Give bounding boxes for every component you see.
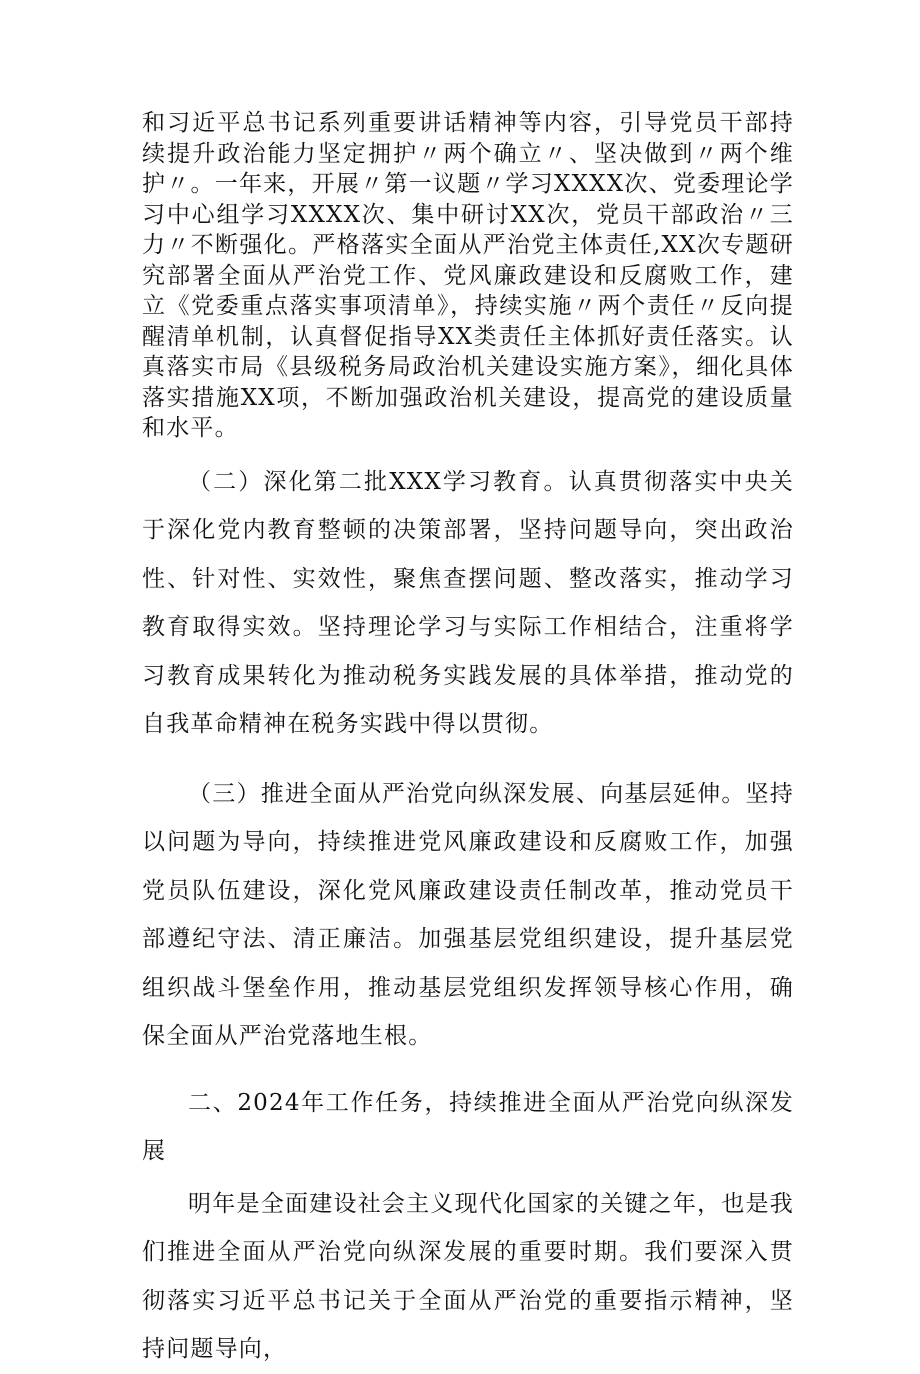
paragraph-party-building-summary: 和习近平总书记系列重要讲话精神等内容，引导党员干部持续提升政治能力坚定拥护〃两个确立〃、坚决做到〃两个维护〃。一年来，开展〃第一议题〃学习XXXX次、党委理论学习中心组学习XXXX次、集中研讨XX次，党员干部政治〃三力〃不断强化。严格落实全面从严治党主体责任,XX次专题研究部署全面从严治党工作、党风廉政建设和反腐败工作，建立《党委重点落实事项清单》，持续实施〃两个责任〃反向提醒清单机制，认真督促指导XX类责任主体抓好责任落实。认真落实市局《县级税务局政治机关建设实施方案》，细化具体落实措施XX项，不断加强政治机关建设，提高党的建设质量和水平。 [142,110,794,441]
paragraph-next-year-outlook: 明年是全面建设社会主义现代化国家的关键之年，也是我们推进全面从严治党向纵深发展的重要时期。我们要深入贯彻落实习近平总书记关于全面从严治党的重要指示精神，坚持问题导向， [142,1190,794,1362]
paragraph-section-two-education: （二）深化第二批XXX学习教育。认真贯彻落实中央关于深化党内教育整顿的决策部署，坚持问题导向，突出政治性、针对性、实效性，聚焦查摆问题、整改落实，推动学习教育取得实效。坚持理论学习与实际工作相结合，注重将学习教育成果转化为推动税务实践发展的具体举措，推动党的自我革命精神在税务实践中得以贯彻。 [142,468,794,737]
section-heading-2024-tasks: 二、2024年工作任务，持续推进全面从严治党向纵深发展 [142,1089,794,1164]
paragraph-section-three-governance: （三）推进全面从严治党向纵深发展、向基层延伸。坚持以问题为导向，持续推进党风廉政建设和反腐败工作，加强党员队伍建设，深化党风廉政建设责任制改革，推动党员干部遵纪守法、清正廉洁。加强基层党组织建设，提升基层党组织战斗堡垒作用，推动基层党组织发挥领导核心作用，确保全面从严治党落地生根。 [142,780,794,1049]
document-page [142,108,794,1374]
